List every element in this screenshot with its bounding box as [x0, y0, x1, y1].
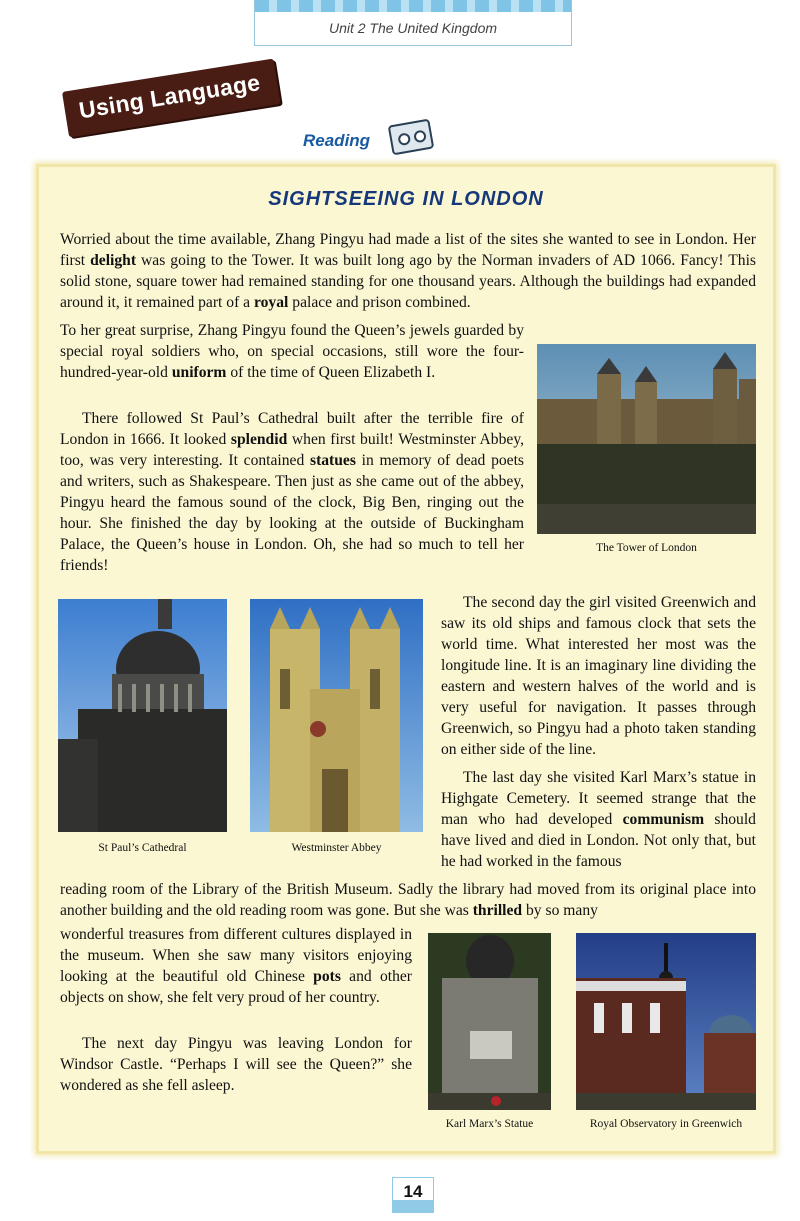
caption-karl-marx-statue: Karl Marx’s Statue: [445, 1118, 534, 1130]
paragraph-4-end: wonderful treasures from different cultures displayed in the museum. When she saw many visitors enjoying looking at the beautiful old Chinese pots and other objects on show, she felt very proud of her country.: [60, 926, 413, 1006]
caption-westminster-abbey: Westminster Abbey: [291, 842, 382, 854]
karl-marx-statue-photo: [428, 933, 551, 1110]
unit-title: Unit 2 The United Kingdom: [328, 20, 498, 36]
reading-label: Reading: [303, 131, 371, 150]
paragraph-1: Worried about the time available, Zhang Pingyu had made a list of the sites she wanted to see in London. Her first delight was going to the Tower. It was built long ago by the Norman invaders of AD 1066. Fancy! This solid stone, square tower had remained standing for one thousand years. Although the buildings had expanded around it, it remained part of a royal palace and prison combined.: [60, 231, 756, 311]
paragraph-4: The last day she visited Karl Marx’s statue in Highgate Cemetery. It seemed strange that the man who had developed communism should have lived and died in London. Not only that, but he had worked in the famous: [441, 769, 756, 870]
unit-header: [254, 0, 572, 46]
royal-observatory-photo: [576, 933, 756, 1110]
st-pauls-cathedral-photo: [58, 599, 227, 832]
tower-of-london-photo: [537, 344, 756, 534]
cassette-icon: [388, 119, 435, 156]
page-number-box: [392, 1177, 434, 1213]
caption-tower-of-london: The Tower of London: [596, 542, 697, 554]
caption-royal-observatory: Royal Observatory in Greenwich: [589, 1118, 743, 1130]
caption-st-pauls-cathedral: St Paul’s Cathedral: [98, 842, 187, 854]
paragraph-2: There followed St Paul’s Cathedral built after the terrible fire of London in 1666. It looked splendid when first built! Westminster Abbey, too, was very interesting. It contained statues in memory of dead poets and writers, such as Shakespeare. Then just as she came out of the abbey, Pingyu heard the famous sound of the clock, Big Ben, ringing out the hour. She finished the day by looking at the outside of Buckingham Palace, the Queen’s house in London. Oh, she had so much to tell her friends!: [60, 410, 524, 574]
westminster-abbey-photo: [250, 599, 423, 832]
paragraph-5: The next day Pingyu was leaving London for Windsor Castle. “Perhaps I will see the Queen?” she wondered as she fell asleep.: [60, 1035, 412, 1094]
paragraph-4-continued: reading room of the Library of the British Museum. Sadly the library had moved from its original place into another building and the old reading room was gone. But she was thrilled by so many: [60, 881, 756, 919]
paragraph-1-continued: To her great surprise, Zhang Pingyu found the Queen’s jewels guarded by special royal soldiers who, on special occasions, still wore the four-hundred-year-old uniform of the time of Queen Elizabeth I.: [60, 322, 524, 381]
using-language-badge: [62, 59, 281, 138]
page-number: 14: [403, 1182, 423, 1201]
using-language-label: Using Language: [77, 69, 263, 124]
paragraph-3: The second day the girl visited Greenwich and saw its old ships and famous clock that sets the world time. What interested her most was the longitude line. It is an imaginary line dividing the eastern and western halves of the world and is very useful for navigation. It passes through Greenwich, so Pingyu had a photo taken standing on either side of the line.: [441, 594, 756, 758]
header-wave-decoration: [255, 0, 571, 12]
article-title: SIGHTSEEING IN LONDON: [268, 188, 544, 210]
